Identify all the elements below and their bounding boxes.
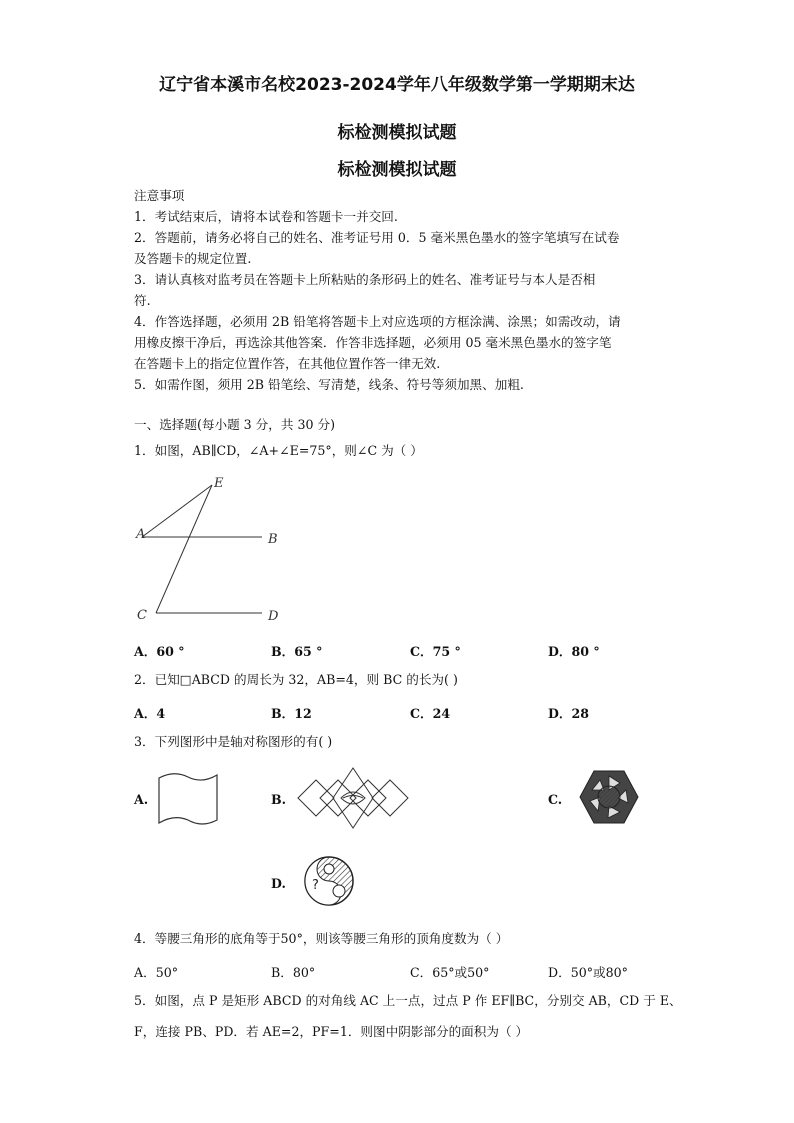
q3-option-a-label: A. bbox=[134, 792, 149, 807]
exam-title-line-2: 标检测模拟试题 bbox=[337, 123, 457, 143]
q1-option-a: A．60 ° bbox=[134, 644, 185, 659]
q3-stem: 3．下列图形中是轴对称图形的有( ) bbox=[134, 734, 333, 749]
q4-stem: 4．等腰三角形的底角等于50°，则该等腰三角形的顶角度数为（ ） bbox=[134, 931, 509, 946]
q3-option-d-label: D. bbox=[271, 876, 286, 891]
notes-line: 在答题卡上的指定位置作答，在其他位置作答一律无效. bbox=[134, 356, 441, 371]
q4-option-a: A．50° bbox=[134, 965, 179, 980]
q3-option-b-figure bbox=[296, 766, 410, 830]
q3-option-c-figure bbox=[578, 768, 640, 826]
q5-stem-line-2: F，连接 PB、PD．若 AE=2，PF=1．则图中阴影部分的面积为（ ） bbox=[134, 1024, 529, 1039]
q5-stem-line-1: 5．如图，点 P 是矩形 ABCD 的对角线 AC 上一点，过点 P 作 EF∥BC，分别交 AB，CD 于 E、 bbox=[134, 993, 682, 1008]
q1-stem: 1．如图，AB∥CD，∠A+∠E=75°，则∠C 为（ ） bbox=[134, 443, 423, 458]
label-c: C bbox=[137, 608, 147, 623]
q1-figure bbox=[130, 475, 300, 625]
q3-option-b-label: B. bbox=[271, 792, 287, 807]
q1-option-b: B．65 ° bbox=[271, 644, 323, 659]
section-heading: 一、选择题(每小题 3 分，共 30 分) bbox=[134, 417, 336, 432]
q2-option-a: A．4 bbox=[134, 706, 166, 721]
q4-option-c: C．65°或50° bbox=[410, 965, 490, 980]
exam-title-line-1: 辽宁省本溪市名校2023-2024学年八年级数学第一学期期末达 bbox=[159, 75, 635, 95]
q3-option-a-figure bbox=[156, 770, 220, 828]
q1-option-d: D．80 ° bbox=[548, 644, 600, 659]
q4-option-b: B．80° bbox=[271, 965, 316, 980]
q3-option-d-figure bbox=[303, 855, 355, 907]
q2-stem: 2．已知□ABCD 的周长为 32，AB=4，则 BC 的长为( ) bbox=[134, 672, 458, 687]
q2-option-c: C．24 bbox=[410, 706, 451, 721]
exam-title-line-3: 标检测模拟试题 bbox=[337, 160, 457, 180]
q4-option-d: D．50°或80° bbox=[548, 965, 628, 980]
notes-line: 及答题卡的规定位置. bbox=[134, 251, 252, 266]
q3-option-d-question-mark: ? bbox=[312, 878, 319, 893]
q1-option-c: C．75 ° bbox=[410, 644, 461, 659]
label-e: E bbox=[214, 476, 224, 491]
notes-heading: 注意事项 bbox=[134, 188, 185, 203]
q3-option-c-label: C. bbox=[548, 792, 563, 807]
line-ae bbox=[142, 485, 212, 537]
q2-option-d: D．28 bbox=[548, 706, 590, 721]
q2-option-b: B．12 bbox=[271, 706, 312, 721]
label-a: A bbox=[136, 527, 146, 542]
notes-line: 1．考试结束后，请将本试卷和答题卡一并交回. bbox=[134, 209, 398, 224]
notes-line: 2．答题前，请务必将自己的姓名、准考证号用 0．5 毫米黑色墨水的签字笔填写在试卷 bbox=[134, 230, 620, 245]
notes-line: 用橡皮擦干净后，再选涂其他答案．作答非选择题，必须用 05 毫米黑色墨水的签字笔 bbox=[134, 335, 612, 350]
label-b: B bbox=[268, 532, 278, 547]
notes-line: 符. bbox=[134, 293, 151, 308]
notes-line: 4．作答选择题，必须用 2B 铅笔将答题卡上对应选项的方框涂满、涂黑；如需改动，请 bbox=[134, 314, 621, 329]
notes-line: 5．如需作图，须用 2B 铅笔绘、写清楚，线条、符号等须加黑、加粗. bbox=[134, 377, 524, 392]
label-d: D bbox=[268, 609, 279, 624]
line-ce bbox=[156, 485, 212, 613]
notes-line: 3．请认真核对监考员在答题卡上所粘贴的条形码上的姓名、准考证号与本人是否相 bbox=[134, 272, 596, 287]
